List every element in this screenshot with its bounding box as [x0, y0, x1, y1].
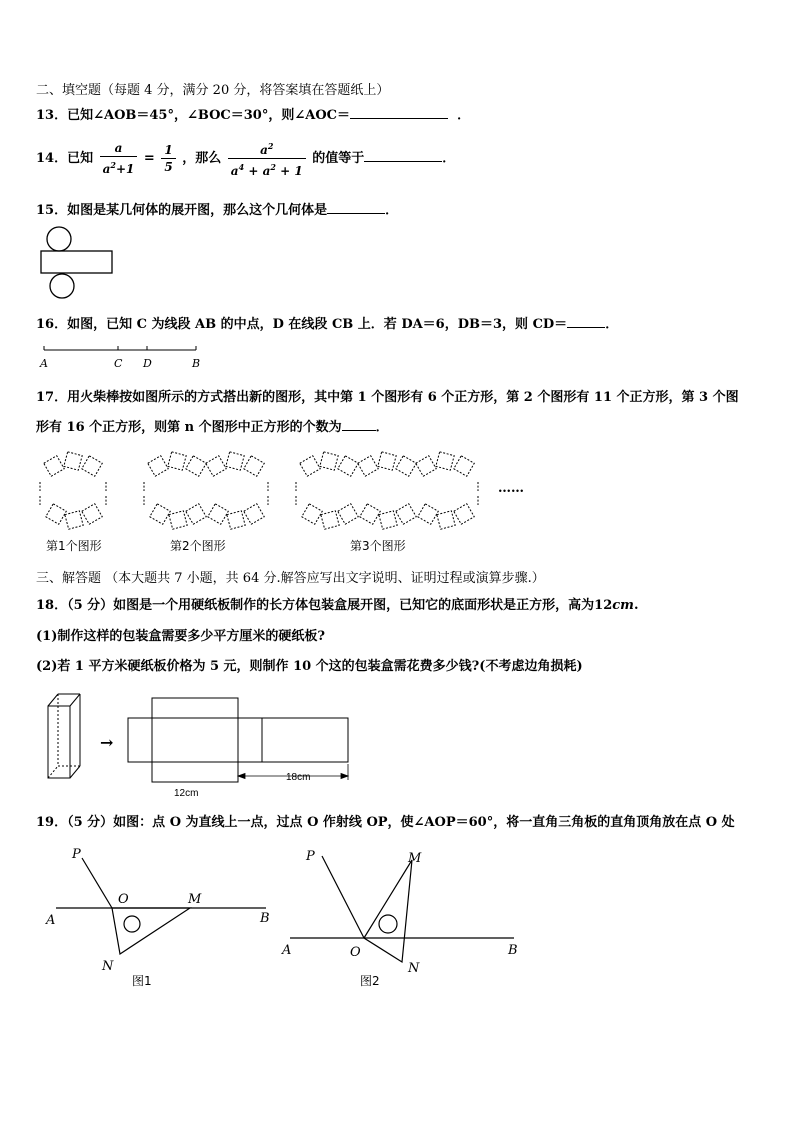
matchstick-square — [320, 452, 338, 470]
matchstick-square — [396, 456, 416, 476]
ellipsis: …… — [498, 481, 524, 496]
matchstick-square — [148, 456, 168, 476]
matchstick-square — [186, 456, 206, 476]
q16-tail: ． — [605, 317, 619, 332]
q17-line2: 形有 16 个正方形，则第 n 个图形中正方形的个数为 — [36, 420, 342, 435]
fig1-label-p: P — [72, 847, 81, 862]
point-label-b: B — [192, 357, 201, 370]
matchstick-square — [454, 504, 474, 524]
point-label-c: C — [114, 357, 123, 370]
q14-tail-2: ． — [442, 151, 456, 166]
fig1-label-o: O — [118, 892, 129, 907]
fig2-label-a: A — [282, 943, 292, 958]
fig1-label-m: M — [188, 892, 202, 907]
point-label-d: D — [143, 357, 152, 370]
matchstick-square — [82, 504, 102, 524]
q14-frac3-den: $a^4 + a^2 + 1$ — [230, 162, 303, 178]
q19-figure-1 — [40, 842, 280, 992]
q17-answer-blank[interactable] — [342, 416, 376, 431]
cuboid-drawing — [48, 694, 80, 778]
matchstick-square — [418, 504, 438, 524]
matchstick-square — [244, 504, 264, 524]
box-net-drawing — [128, 698, 348, 782]
q14-tail-1: 的值等于 — [312, 151, 365, 166]
q18-tail: . — [633, 598, 639, 613]
matchstick-square — [416, 456, 436, 476]
q18-box-figure — [40, 688, 360, 800]
matchstick-square — [321, 511, 339, 529]
matchstick-square — [454, 456, 474, 476]
matchstick-square — [227, 511, 245, 529]
q19-figure-2 — [278, 842, 528, 992]
matchstick-square — [302, 504, 322, 524]
q15-tail: ． — [385, 203, 399, 218]
q14-frac3-num: $a^2$ — [228, 138, 306, 159]
fig2-label-p: P — [306, 849, 315, 864]
net-top-circle — [47, 227, 71, 251]
question-18 — [36, 594, 638, 613]
fig2-label-n: N — [408, 961, 420, 976]
q14-mid: ，那么 — [182, 151, 222, 166]
matchstick-square — [379, 511, 397, 529]
q17-matchstick-figures — [36, 446, 536, 558]
q13-tail: ． — [457, 108, 471, 123]
q14-frac2-den: 5 — [164, 160, 173, 174]
matchstick-square — [358, 456, 378, 476]
matchstick-square — [82, 456, 102, 476]
q14-equals: = — [143, 151, 155, 166]
fig2-label-o: O — [350, 945, 361, 960]
q15-net-figure — [38, 226, 118, 304]
q16-segment-figure — [36, 340, 216, 374]
fig2-label-m: M — [408, 851, 422, 866]
matchstick-square — [44, 456, 64, 476]
matchstick-square — [244, 456, 264, 476]
q18-unit: cm — [612, 598, 634, 613]
question-17-line-2 — [36, 416, 389, 435]
matchstick-square — [206, 456, 226, 476]
q14-fraction-1 — [100, 140, 138, 177]
q14-fraction-2 — [161, 142, 175, 175]
q14-frac1-den: $a^2+1$ — [102, 160, 135, 176]
matchstick-square — [150, 504, 170, 524]
dimension-label-12cm: 12cm — [174, 788, 199, 799]
q18-sub2: (2)若 1 平方米硬纸板价格为 5 元，则制作 10 个这的包装盒需花费多少钱?(不考虑边角损耗) — [36, 659, 583, 674]
question-15 — [36, 199, 398, 218]
matchstick-square — [436, 452, 454, 470]
matchstick-square — [338, 504, 358, 524]
fig2-label-b: B — [508, 943, 518, 958]
dimension-label-18cm: 18cm — [286, 772, 311, 783]
q14-lead: 14．已知 — [36, 151, 94, 166]
matchstick-square — [186, 504, 206, 524]
q15-answer-blank[interactable] — [327, 199, 385, 214]
question-18-part-2 — [36, 655, 583, 674]
arrow-icon: → — [100, 733, 114, 752]
fig1-label-b: B — [260, 911, 270, 926]
matchstick-square — [300, 456, 320, 476]
question-18-part-1 — [36, 625, 325, 644]
q14-answer-blank[interactable] — [364, 147, 442, 162]
fig1-caption: 图1 — [132, 974, 152, 988]
q16-answer-blank[interactable] — [567, 313, 605, 328]
matchstick-square — [226, 452, 244, 470]
question-14 — [36, 138, 455, 179]
matchstick-square — [437, 511, 455, 529]
section3-heading — [36, 567, 545, 586]
q17-tail: ． — [375, 420, 389, 435]
question-19 — [36, 811, 735, 830]
caption-figure-2: 第2个图形 — [170, 539, 226, 553]
matchstick-square — [338, 456, 358, 476]
q14-frac1-num: a — [100, 140, 138, 157]
q18-sub1: (1)制作这样的包装盒需要多少平方厘米的硬纸板? — [36, 629, 325, 644]
q14-fraction-3 — [228, 138, 306, 179]
question-13 — [36, 104, 470, 123]
matchstick-square — [378, 452, 396, 470]
question-17-line-1 — [36, 386, 739, 405]
section2-heading-text: 二、填空题（每题 4 分，满分 20 分，将答案填在答题纸上） — [36, 83, 390, 98]
q15-text: 15．如图是某几何体的展开图，那么这个几何体是 — [36, 203, 328, 218]
net-rectangle — [41, 251, 112, 273]
q18-height: 12 — [594, 598, 613, 613]
q18-text: 18．（5 分）如图是一个用硬纸板制作的长方体包装盒展开图，已知它的底面形状是正方形，高为 — [36, 598, 595, 613]
matchstick-square — [396, 504, 416, 524]
fig1-label-a: A — [46, 913, 56, 928]
q19-text: 19．（5 分）如图：点 O 为直线上一点，过点 O 作射线 OP，使∠AOP＝60°，将一直角三角板的直角顶角放在点 O 处 — [36, 815, 735, 830]
section2-heading — [36, 79, 389, 98]
matchstick-square — [208, 504, 228, 524]
caption-figure-3: 第3个图形 — [350, 539, 406, 553]
point-label-a: A — [40, 357, 48, 370]
net-bottom-circle — [50, 274, 74, 298]
caption-figure-1: 第1个图形 — [46, 539, 102, 553]
fig2-caption: 图2 — [360, 974, 380, 988]
matchstick-square — [64, 452, 82, 470]
matchstick-square — [360, 504, 380, 524]
section3-heading-text: 三、解答题 （本大题共 7 小题，共 64 分.解答应写出文字说明、证明过程或演算步骤.） — [36, 571, 545, 586]
q16-text: 16．如图，已知 C 为线段 AB 的中点，D 在线段 CB 上．若 DA＝6，DB＝3，则 CD＝ — [36, 317, 568, 332]
matchstick-square — [46, 504, 66, 524]
q14-frac2-num: 1 — [161, 142, 175, 159]
matchstick-square — [169, 511, 187, 529]
fig1-label-n: N — [102, 959, 114, 974]
matchstick-square — [168, 452, 186, 470]
question-16 — [36, 313, 618, 332]
matchstick-square — [65, 511, 83, 529]
q13-answer-blank[interactable] — [350, 104, 448, 119]
q17-line1: 17．用火柴棒按如图所示的方式搭出新的图形，其中第 1 个图形有 6 个正方形，第 2 个图形有 11 个正方形，第 3 个图 — [36, 390, 739, 405]
q13-text: 13．已知∠AOB＝45°，∠BOC＝30°，则∠AOC＝ — [36, 108, 351, 123]
